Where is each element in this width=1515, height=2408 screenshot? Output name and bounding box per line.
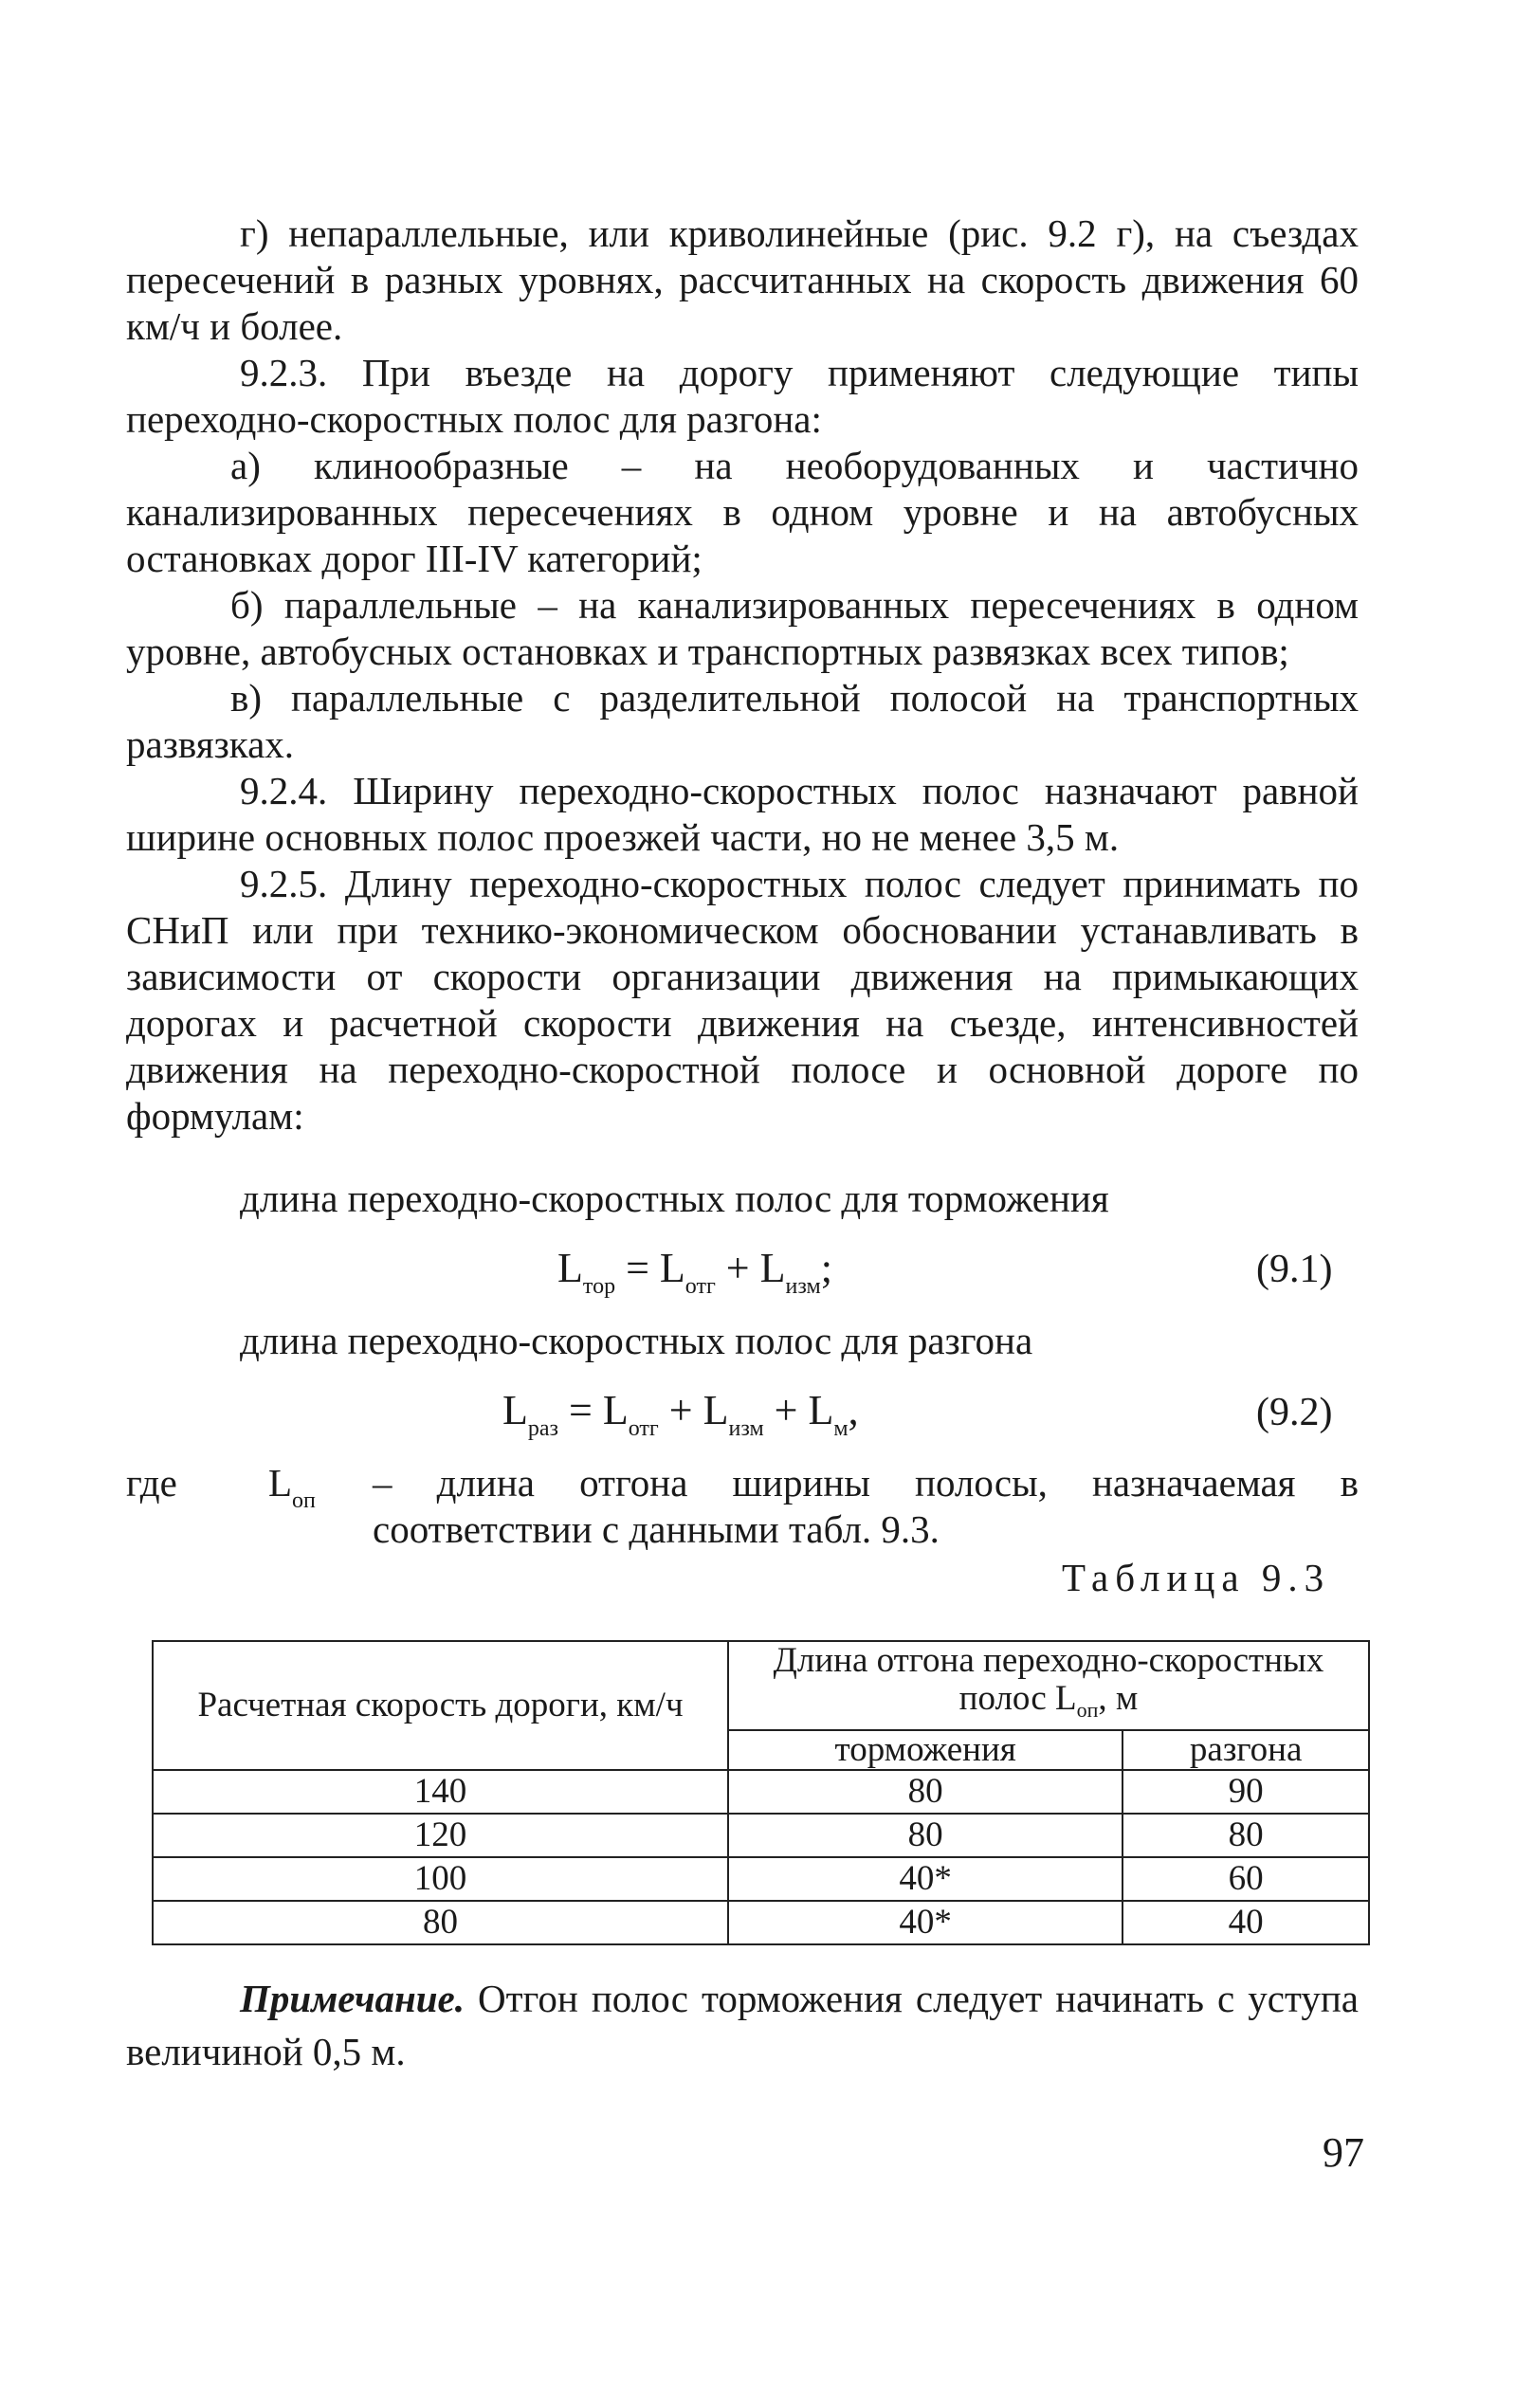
acceleration-cell: 60 — [1123, 1857, 1369, 1901]
formula-9-2-number: (9.2) — [1256, 1391, 1333, 1434]
formula-1-intro: длина переходно-скоростных полос для торможения — [240, 1177, 1109, 1220]
paragraph-wedge-lanes: а) клинообразные – на необорудованных и частично канализированных пересечениях в одном уровне и на автобусных остановках дорог III-IV категорий; — [126, 444, 1359, 580]
braking-cell: 40* — [728, 1857, 1123, 1901]
page-number: 97 — [1323, 2129, 1364, 2176]
table-row — [153, 1770, 1369, 1814]
table-row — [153, 1814, 1369, 1857]
paragraph-parallel-divided: в) параллельные с разделительной полосой на транспортных развязках. — [126, 676, 1359, 766]
paragraph-curved-lanes: г) непараллельные, или криволинейные (рис. 9.2 г), на съездах пересечений в разных уровнях, рассчитанных на скорость движения 60 км/ч и более. — [126, 211, 1359, 348]
speed-cell: 100 — [153, 1857, 728, 1901]
braking-cell: 80 — [728, 1770, 1123, 1814]
note-text: Отгон полос торможения следует начинать с уступа величиной 0,5 м. — [126, 1977, 1359, 2073]
braking-cell: 40* — [728, 1901, 1123, 1944]
length-group-header: Длина отгона переходно-скоростных полос $L_{оп}$, м — [728, 1641, 1369, 1730]
speed-cell: 120 — [153, 1814, 728, 1857]
acceleration-cell: 80 — [1123, 1814, 1369, 1857]
table-row — [153, 1857, 1369, 1901]
speed-column-header: Расчетная скорость дороги, км/ч — [153, 1641, 728, 1770]
lane-length-table — [152, 1640, 1370, 1945]
table-note — [126, 1972, 1359, 2078]
speed-cell: 80 — [153, 1901, 728, 1944]
paragraph-9-2-4: 9.2.4. Ширину переходно-скоростных полос назначают равной ширине основных полос проезжей части, но не менее 3,5 м. — [126, 769, 1359, 859]
table-caption: Таблица 9.3 — [1062, 1556, 1331, 1599]
paragraph-9-2-5: 9.2.5. Длину переходно-скоростных полос следует принимать по СНиП или при технико-экономическом обосновании устанавливать в зависимости от скорости организации движения на примыкающих дорогах и расчетной скорости движения на съезде, интенсивностей движения на переходно-скоростной полосе и основной дороге по формулам: — [126, 862, 1359, 1138]
acceleration-cell: 40 — [1123, 1901, 1369, 1944]
body-text — [126, 210, 1359, 1140]
where-label: где — [126, 1461, 177, 1505]
speed-cell: 140 — [153, 1770, 728, 1814]
formula-9-2: $L_{раз} = L_{отг} + L_{изм} + L_м$, — [502, 1387, 859, 1441]
formula-9-1-number: (9.1) — [1256, 1248, 1333, 1291]
where-symbol: $L_{оп}$ — [268, 1461, 316, 1513]
paragraph-9-2-3: 9.2.3. При въезде на дорогу применяют следующие типы переходно-скоростных полос для разгона: — [126, 351, 1359, 441]
braking-cell: 80 — [728, 1814, 1123, 1857]
paragraph-parallel-lanes: б) параллельные – на канализированных пересечениях в одном уровне, автобусных остановках и транспортных развязках всех типов; — [126, 583, 1359, 673]
acceleration-cell: 90 — [1123, 1770, 1369, 1814]
table-row — [153, 1901, 1369, 1944]
braking-column-header: торможения — [728, 1730, 1123, 1770]
formula-2-intro: длина переходно-скоростных полос для разгона — [240, 1319, 1033, 1362]
note-label: Примечание. — [240, 1977, 465, 2020]
where-definition: – длина отгона ширины полосы, назначаемая в соответствии с данными табл. 9.3. — [373, 1461, 1359, 1551]
formula-9-1: $L_{тор} = L_{отг} + L_{изм}$; — [557, 1245, 832, 1299]
acceleration-column-header: разгона — [1123, 1730, 1369, 1770]
